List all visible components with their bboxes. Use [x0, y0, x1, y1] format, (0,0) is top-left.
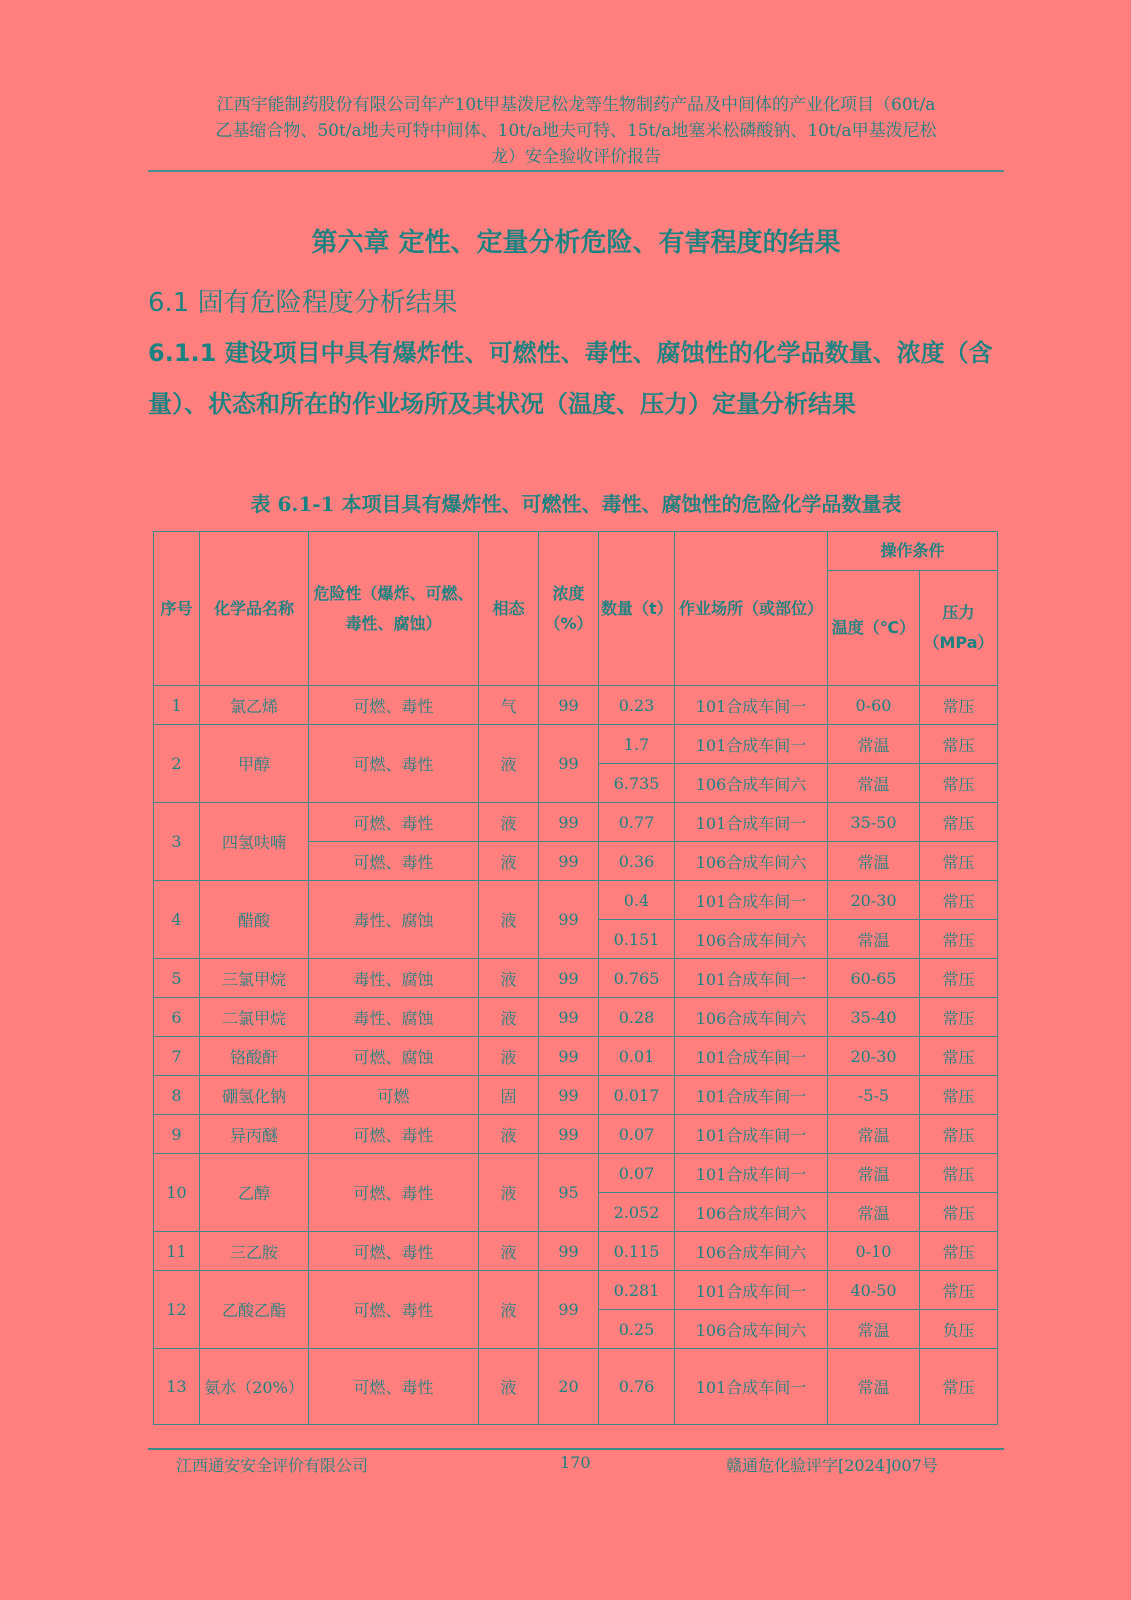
- chapter-title: 第六章 定性、定量分析危险、有害程度的结果: [311, 228, 841, 258]
- cell-name: 氯乙烯: [200, 686, 309, 725]
- cell-no: 13: [154, 1349, 200, 1425]
- cell-temp: 常温: [828, 725, 920, 764]
- cell-qty: 0.76: [599, 1349, 675, 1425]
- table-row: [154, 1115, 998, 1154]
- footer-doc-number: 赣通危化验评字[2024]007号: [726, 1456, 938, 1475]
- cell-temp: 常温: [828, 1115, 920, 1154]
- cell-state: 液: [479, 1154, 539, 1232]
- cell-temp: 常温: [828, 764, 920, 803]
- cell-hazard: 可燃、毒性: [309, 686, 479, 725]
- cell-state: 液: [479, 1271, 539, 1349]
- cell-place: 101合成车间一: [675, 686, 828, 725]
- table-caption: 表 6.1-1 本项目具有爆炸性、可燃性、毒性、腐蚀性的危险化学品数量表: [250, 492, 902, 516]
- cell-no: 5: [154, 959, 200, 998]
- cell-qty: 0.281: [599, 1271, 675, 1310]
- cell-temp: 40-50: [828, 1271, 920, 1310]
- cell-no: 3: [154, 803, 200, 881]
- cell-name: 甲醇: [200, 725, 309, 803]
- table-row: [154, 686, 998, 725]
- cell-place: 101合成车间一: [675, 1037, 828, 1076]
- running-header: [148, 92, 1004, 170]
- cell-qty: 0.07: [599, 1115, 675, 1154]
- page-number: 170: [560, 1453, 591, 1472]
- cell-state: 固: [479, 1076, 539, 1115]
- cell-state: 液: [479, 725, 539, 803]
- cell-press: 常压: [920, 1154, 998, 1193]
- table-row: [154, 1037, 998, 1076]
- cell-place: 101合成车间一: [675, 881, 828, 920]
- cell-temp: 常温: [828, 1154, 920, 1193]
- cell-conc: 99: [539, 1037, 599, 1076]
- cell-state: 液: [479, 842, 539, 881]
- cell-no: 7: [154, 1037, 200, 1076]
- cell-press: 常压: [920, 764, 998, 803]
- cell-state: 液: [479, 1115, 539, 1154]
- cell-name: 硼氢化钠: [200, 1076, 309, 1115]
- cell-name: 异丙醚: [200, 1115, 309, 1154]
- cell-place: 101合成车间一: [675, 725, 828, 764]
- cell-temp: 0-60: [828, 686, 920, 725]
- cell-qty: 0.765: [599, 959, 675, 998]
- cell-temp: 0-10: [828, 1232, 920, 1271]
- footer-divider: [148, 1448, 1004, 1450]
- cell-hazard: 可燃、腐蚀: [309, 1037, 479, 1076]
- table-row: [154, 881, 998, 920]
- cell-conc: 99: [539, 725, 599, 803]
- cell-conc: 99: [539, 1115, 599, 1154]
- cell-state: 液: [479, 959, 539, 998]
- cell-conc: 99: [539, 998, 599, 1037]
- cell-place: 101合成车间一: [675, 1115, 828, 1154]
- table-row: [154, 1154, 998, 1193]
- cell-qty: 0.017: [599, 1076, 675, 1115]
- cell-press: 常压: [920, 686, 998, 725]
- cell-name: 四氢呋喃: [200, 803, 309, 881]
- cell-no: 9: [154, 1115, 200, 1154]
- cell-qty: 0.25: [599, 1310, 675, 1349]
- header-divider: [148, 170, 1004, 172]
- table-row: [154, 998, 998, 1037]
- col-header-state: 相态: [479, 532, 539, 686]
- cell-qty: 0.36: [599, 842, 675, 881]
- col-header-hazard: 危险性（爆炸、可燃、毒性、腐蚀）: [309, 532, 479, 686]
- cell-state: 液: [479, 998, 539, 1037]
- cell-conc: 99: [539, 881, 599, 959]
- col-header-conc: 浓度（%）: [539, 532, 599, 686]
- hazardous-chemicals-table: [153, 531, 998, 1425]
- cell-hazard: 可燃、毒性: [309, 1232, 479, 1271]
- col-header-conditions: 操作条件: [828, 532, 998, 571]
- cell-conc: 99: [539, 1232, 599, 1271]
- cell-name: 铬酸酐: [200, 1037, 309, 1076]
- cell-qty: 0.115: [599, 1232, 675, 1271]
- col-header-place: 作业场所（或部位）: [675, 532, 828, 686]
- section-heading-6-1: 6.1 固有危险程度分析结果: [148, 288, 458, 318]
- cell-conc: 95: [539, 1154, 599, 1232]
- header-line: 龙）安全验收评价报告: [491, 147, 661, 167]
- cell-press: 常压: [920, 959, 998, 998]
- cell-press: 常压: [920, 998, 998, 1037]
- col-header-no: 序号: [154, 532, 200, 686]
- cell-state: 气: [479, 686, 539, 725]
- cell-place: 106合成车间六: [675, 764, 828, 803]
- cell-temp: -5-5: [828, 1076, 920, 1115]
- cell-temp: 35-50: [828, 803, 920, 842]
- cell-place: 101合成车间一: [675, 1154, 828, 1193]
- cell-press: 常压: [920, 803, 998, 842]
- table-row: [154, 803, 998, 842]
- footer-company: 江西通安安全评价有限公司: [176, 1456, 369, 1475]
- cell-qty: 0.23: [599, 686, 675, 725]
- cell-press: 常压: [920, 1076, 998, 1115]
- cell-name: 三氯甲烷: [200, 959, 309, 998]
- col-header-press: 压力（MPa）: [920, 571, 998, 686]
- col-header-name: 化学品名称: [200, 532, 309, 686]
- table-row: [154, 725, 998, 764]
- cell-temp: 35-40: [828, 998, 920, 1037]
- cell-place: 106合成车间六: [675, 998, 828, 1037]
- cell-name: 二氯甲烷: [200, 998, 309, 1037]
- cell-temp: 20-30: [828, 881, 920, 920]
- cell-state: 液: [479, 1232, 539, 1271]
- cell-press: 常压: [920, 1115, 998, 1154]
- cell-conc: 99: [539, 1076, 599, 1115]
- cell-place: 106合成车间六: [675, 1310, 828, 1349]
- cell-temp: 常温: [828, 1349, 920, 1425]
- cell-no: 1: [154, 686, 200, 725]
- cell-press: 负压: [920, 1310, 998, 1349]
- cell-temp: 常温: [828, 1310, 920, 1349]
- cell-conc: 99: [539, 1271, 599, 1349]
- cell-place: 106合成车间六: [675, 1232, 828, 1271]
- cell-hazard: 可燃、毒性: [309, 842, 479, 881]
- cell-qty: 0.4: [599, 881, 675, 920]
- cell-conc: 99: [539, 959, 599, 998]
- cell-hazard: 毒性、腐蚀: [309, 998, 479, 1037]
- cell-place: 101合成车间一: [675, 959, 828, 998]
- cell-press: 常压: [920, 920, 998, 959]
- cell-press: 常压: [920, 1193, 998, 1232]
- cell-hazard: 可燃、毒性: [309, 1349, 479, 1425]
- header-line: 江西宇能制药股份有限公司年产10t甲基泼尼松龙等生物制药产品及中间体的产业化项目（60t/a: [216, 95, 936, 115]
- cell-press: 常压: [920, 1271, 998, 1310]
- cell-conc: 99: [539, 686, 599, 725]
- cell-state: 液: [479, 1349, 539, 1425]
- cell-no: 4: [154, 881, 200, 959]
- cell-press: 常压: [920, 1037, 998, 1076]
- col-header-qty: 数量（t）: [599, 532, 675, 686]
- cell-hazard: 可燃: [309, 1076, 479, 1115]
- cell-place: 101合成车间一: [675, 1076, 828, 1115]
- cell-place: 106合成车间六: [675, 842, 828, 881]
- cell-state: 液: [479, 881, 539, 959]
- cell-no: 8: [154, 1076, 200, 1115]
- cell-no: 2: [154, 725, 200, 803]
- cell-temp: 60-65: [828, 959, 920, 998]
- cell-hazard: 毒性、腐蚀: [309, 959, 479, 998]
- cell-conc: 99: [539, 803, 599, 842]
- cell-no: 12: [154, 1271, 200, 1349]
- col-header-temp: 温度（℃）: [828, 571, 920, 686]
- table-row: [154, 1349, 998, 1425]
- cell-qty: 0.07: [599, 1154, 675, 1193]
- cell-hazard: 可燃、毒性: [309, 725, 479, 803]
- cell-hazard: 毒性、腐蚀: [309, 881, 479, 959]
- cell-qty: 0.151: [599, 920, 675, 959]
- cell-qty: 0.01: [599, 1037, 675, 1076]
- cell-temp: 20-30: [828, 1037, 920, 1076]
- cell-conc: 99: [539, 842, 599, 881]
- cell-qty: 0.28: [599, 998, 675, 1037]
- cell-qty: 2.052: [599, 1193, 675, 1232]
- cell-hazard: 可燃、毒性: [309, 1115, 479, 1154]
- cell-state: 液: [479, 1037, 539, 1076]
- cell-qty: 1.7: [599, 725, 675, 764]
- cell-qty: 0.77: [599, 803, 675, 842]
- cell-temp: 常温: [828, 1193, 920, 1232]
- table-row: [154, 1271, 998, 1310]
- cell-name: 醋酸: [200, 881, 309, 959]
- cell-temp: 常温: [828, 842, 920, 881]
- cell-press: 常压: [920, 881, 998, 920]
- cell-name: 三乙胺: [200, 1232, 309, 1271]
- cell-no: 11: [154, 1232, 200, 1271]
- cell-name: 乙醇: [200, 1154, 309, 1232]
- cell-place: 101合成车间一: [675, 803, 828, 842]
- cell-no: 6: [154, 998, 200, 1037]
- table-row: [154, 1232, 998, 1271]
- cell-place: 101合成车间一: [675, 1271, 828, 1310]
- cell-name: 乙酸乙酯: [200, 1271, 309, 1349]
- cell-qty: 6.735: [599, 764, 675, 803]
- cell-hazard: 可燃、毒性: [309, 803, 479, 842]
- cell-press: 常压: [920, 842, 998, 881]
- cell-place: 106合成车间六: [675, 1193, 828, 1232]
- cell-press: 常压: [920, 725, 998, 764]
- cell-press: 常压: [920, 1232, 998, 1271]
- cell-place: 106合成车间六: [675, 920, 828, 959]
- cell-place: 101合成车间一: [675, 1349, 828, 1425]
- table-row: [154, 1076, 998, 1115]
- section-heading-6-1-1: 6.1.1 建设项目中具有爆炸性、可燃性、毒性、腐蚀性的化学品数量、浓度（含量）、状态和所在的作业场所及其状况（温度、压力）定量分析结果: [148, 339, 993, 418]
- cell-temp: 常温: [828, 920, 920, 959]
- cell-state: 液: [479, 803, 539, 842]
- cell-hazard: 可燃、毒性: [309, 1271, 479, 1349]
- table-row: [154, 959, 998, 998]
- cell-no: 10: [154, 1154, 200, 1232]
- header-line: 乙基缩合物、50t/a地夫可特中间体、10t/a地夫可特、15t/a地塞米松磷酸钠、10t/a甲基泼尼松: [215, 121, 937, 141]
- cell-press: 常压: [920, 1349, 998, 1425]
- cell-conc: 20: [539, 1349, 599, 1425]
- cell-hazard: 可燃、毒性: [309, 1154, 479, 1232]
- cell-name: 氨水（20%）: [200, 1349, 309, 1425]
